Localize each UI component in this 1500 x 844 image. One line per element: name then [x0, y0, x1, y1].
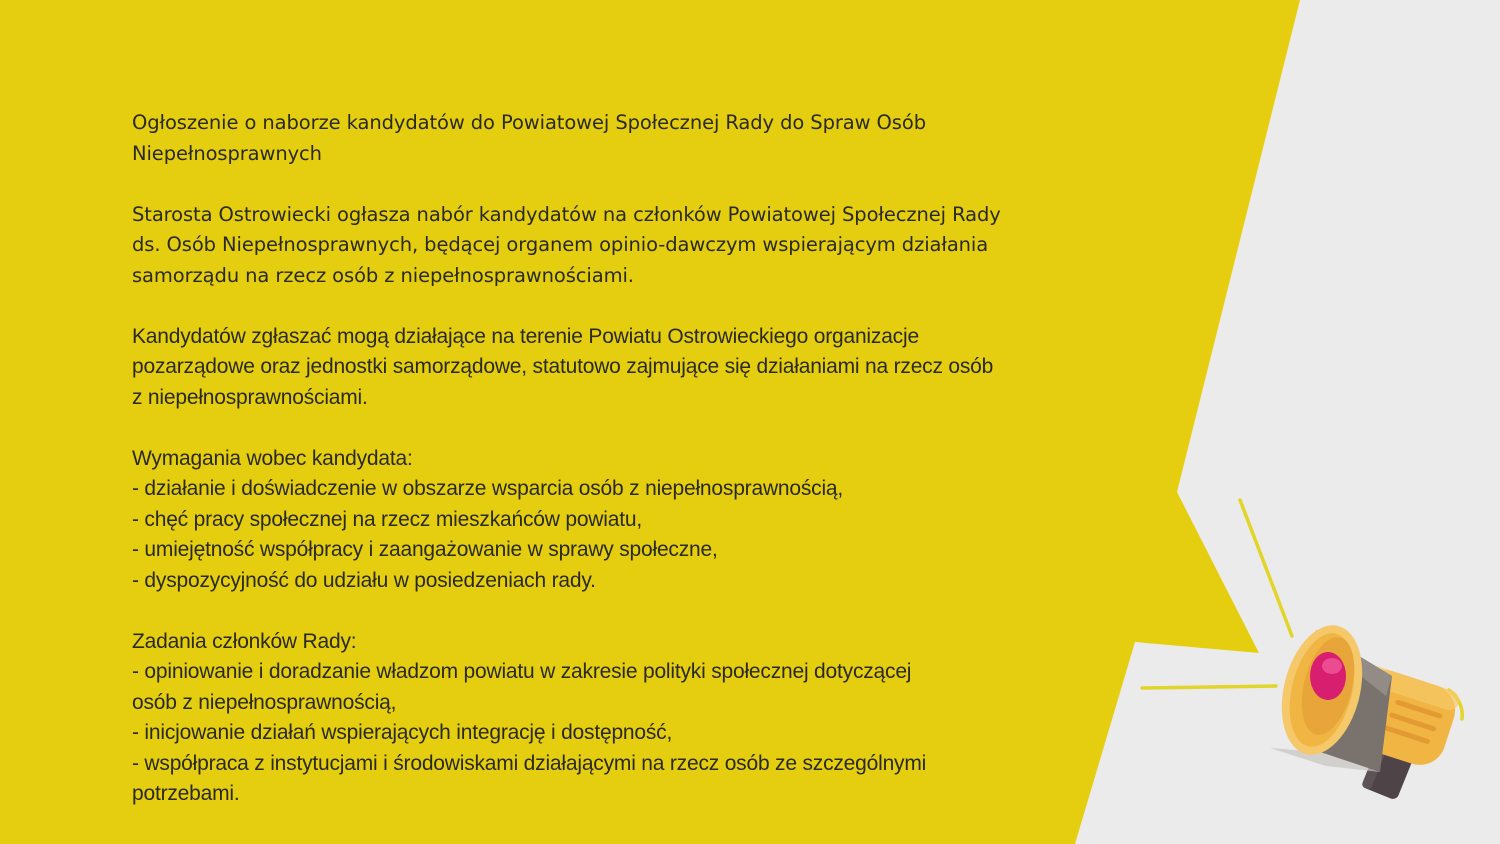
task-line: - inicjowanie działań wspierających integrację i dostępność, [132, 721, 673, 744]
requirement-item: - umiejętność współpracy i zaangażowanie w sprawy społeczne, [132, 538, 718, 561]
intro-line: samorządu na rzecz osób z niepełnosprawnościami. [132, 263, 634, 287]
task-line: potrzebami. [132, 782, 240, 805]
announcement-text [132, 108, 1132, 840]
title-line: Ogłoszenie o naborze kandydatów do Powiatowej Społecznej Rady do Spraw Osób [132, 111, 926, 134]
requirement-item: - działanie i doświadczenie w obszarze wsparcia osób z niepełnosprawnością, [132, 477, 844, 500]
sound-line-icon [1240, 500, 1292, 636]
intro-line: Starosta Ostrowiecki ogłasza nabór kandydatów na członków Powiatowej Społecznej Rady [132, 202, 1001, 226]
tasks-section [132, 627, 1132, 810]
intro-paragraph [132, 200, 1132, 292]
requirement-item: - dyspozycyjność do udziału w posiedzeniach rady. [132, 568, 596, 592]
announcement-title [132, 108, 1132, 169]
task-line: osób z niepełnosprawnością, [132, 690, 397, 714]
intro-line: ds. Osób Niepełnosprawnych, będącej organem opinio-dawczym wspierającym działania [132, 233, 989, 256]
title-line: Niepełnosprawnych [132, 141, 322, 165]
requirements-heading: Wymagania wobec kandydata: [132, 446, 413, 470]
task-line: - współpraca z instytucjami i środowiskami działającymi na rzecz osób ze szczególnymi [132, 751, 927, 775]
sound-line-icon [1142, 686, 1276, 688]
task-line: - opiniowanie i doradzanie władzom powiatu w zakresie polityki społecznej dotyczącej [132, 660, 912, 683]
tasks-heading: Zadania członków Rady: [132, 629, 357, 653]
megaphone-icon [1130, 490, 1490, 820]
eligibility-line: Kandydatów zgłaszać mogą działające na terenie Powiatu Ostrowieckiego organizacje [132, 324, 919, 348]
eligibility-line: pozarządowe oraz jednostki samorządowe, statutowo zajmujące się działaniami na rzecz osób [132, 355, 994, 378]
requirements-section [132, 444, 1132, 597]
requirement-item: - chęć pracy społecznej na rzecz mieszkańców powiatu, [132, 507, 642, 531]
eligibility-line: z niepełnosprawnościami. [132, 385, 368, 409]
eligibility-paragraph [132, 322, 1132, 414]
